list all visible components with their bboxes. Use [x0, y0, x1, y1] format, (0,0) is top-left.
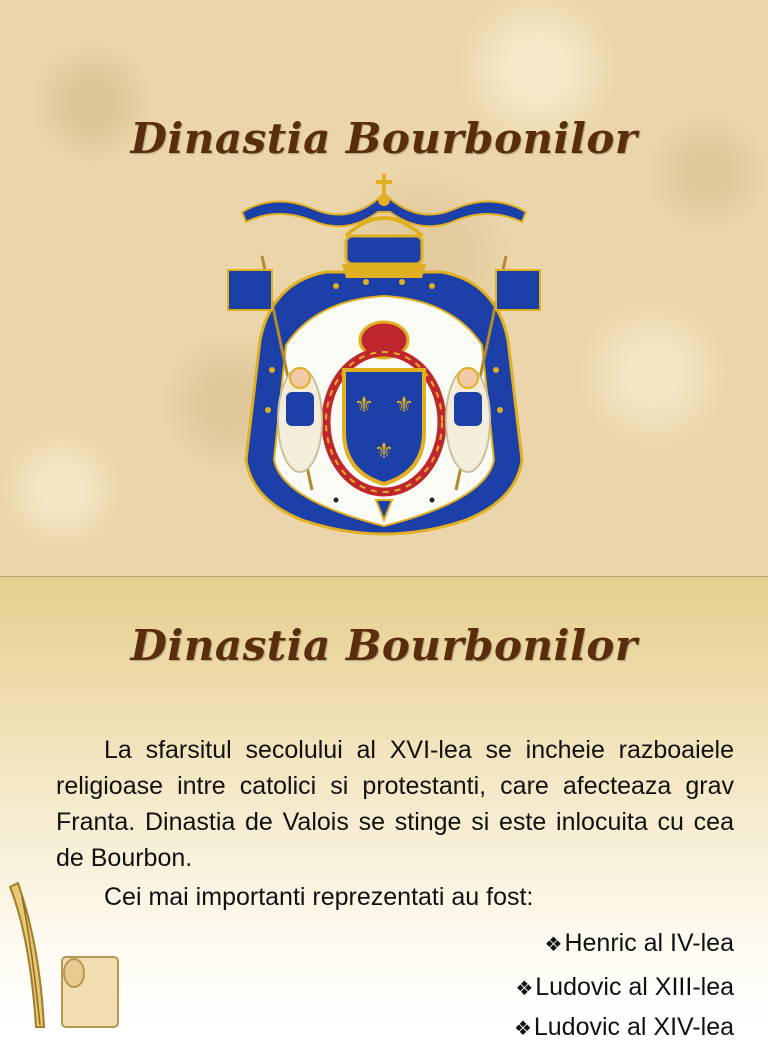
diamond-bullet-icon: ❖ [515, 978, 534, 1000]
intro-paragraph: La sfarsitul secolului al XVI-lea se incheie razboaiele religioase intre catolici si protestanti, care afecteaza grav Franta. Dinastia de Valois se stinge si este inlocuita cu cea de Bourbon. [56, 736, 734, 872]
quill-scroll-icon [0, 877, 120, 1037]
list-item [545, 929, 734, 958]
list-item [514, 1013, 734, 1042]
slide-title: Dinastia Bourbonilor [130, 621, 638, 670]
coat-of-arms-image [216, 170, 552, 542]
rulers-intro: Cei mai importanti reprezentati au fost: [104, 883, 534, 911]
diamond-bullet-icon: ❖ [544, 934, 563, 956]
list-item [515, 973, 734, 1002]
svg-text:⚜: ⚜ [374, 439, 394, 464]
ruler-name: Henric al IV-lea [564, 929, 734, 957]
diamond-bullet-icon: ❖ [513, 1018, 532, 1040]
svg-text:⚜: ⚜ [394, 393, 414, 418]
ruler-name: Ludovic al XIV-lea [533, 1013, 734, 1041]
content-slide [0, 577, 768, 1041]
ruler-name: Ludovic al XIII-lea [535, 973, 734, 1001]
svg-text:⚜: ⚜ [354, 393, 374, 418]
slide-title: Dinastia Bourbonilor [130, 114, 638, 163]
